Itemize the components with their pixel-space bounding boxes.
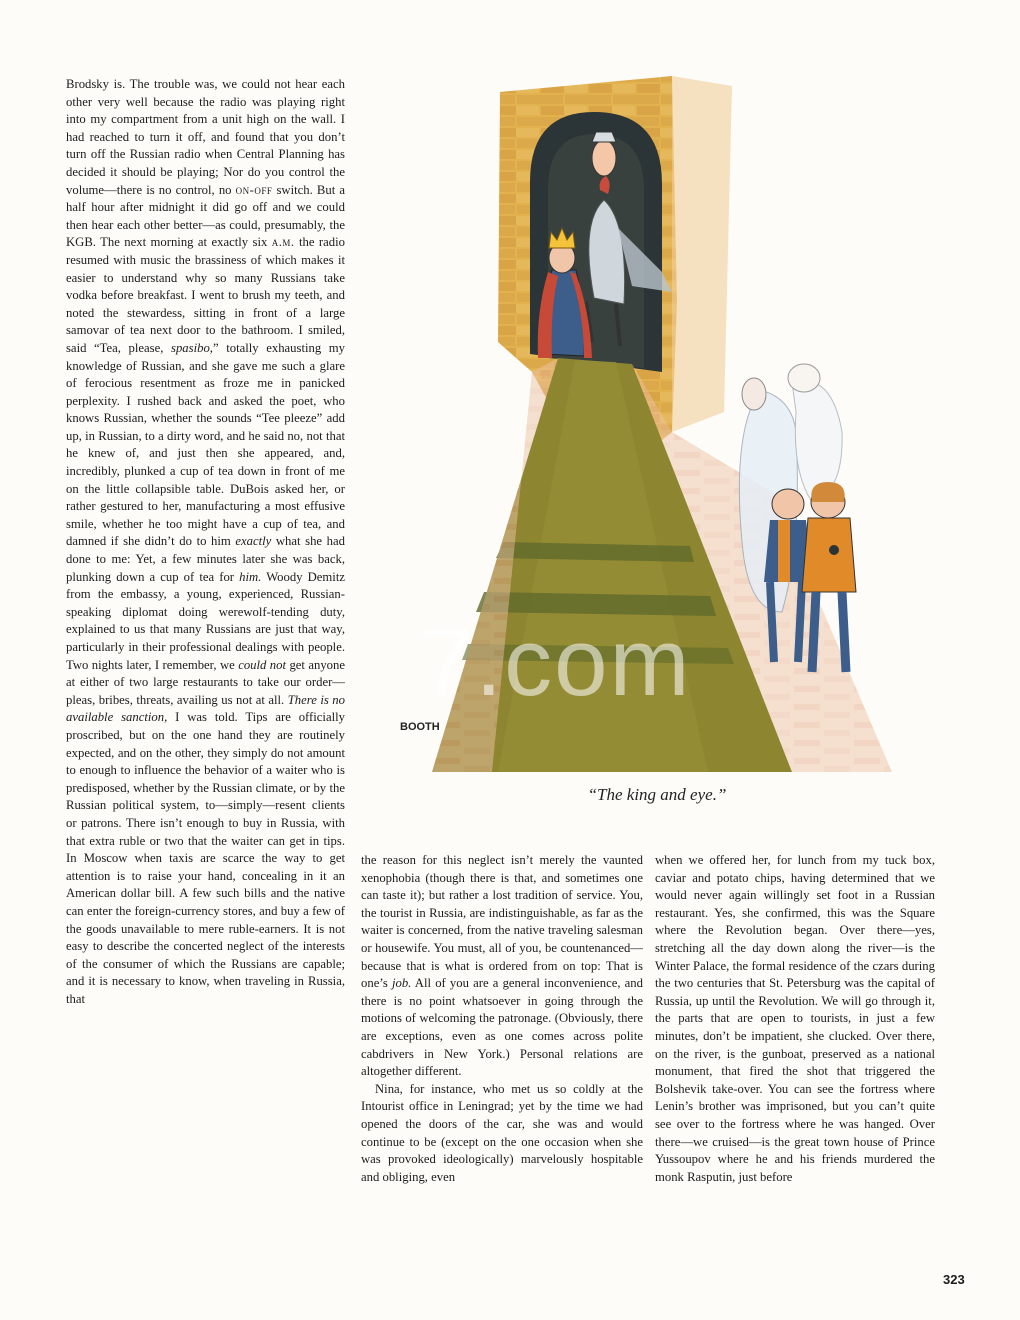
text-run: on-off bbox=[235, 182, 273, 197]
text-run: the reason for this neglect isn’t merely the vaunted xenophobia (though there is that, and sometimes one can taste it); but rather a lost tradition of service. You, the tourist in Russia, are indistinguishable, as far as the waiter is concerned, from the native traveling salesman or housewife. You must, all of you, be countenanced—because that is what is ordered from on top: That is one’s bbox=[361, 853, 643, 991]
watermark: 7.com bbox=[420, 609, 692, 716]
text-run: switch. But a half hour after midnight it did go off and we could then hear each other better—as could, presumably, the KGB. The next morning at exactly six bbox=[66, 182, 345, 250]
text-run: what she had done to me: Yet, a few minutes later she was back, plunking down a cup of tea for bbox=[66, 534, 345, 584]
text-run: All of you are a general inconvenience, and there is no point whatsoever in going through the motions of welcoming the patronage. (Obviously, there are exceptions, even as one comes across polite cabdrivers in New York.) Personal relations are altogether different. bbox=[361, 976, 643, 1079]
text-run: Woody Demitz from the embassy, a young, experienced, Russian-speaking diplomat doing werewolf-tending duty, explained to us that many Russians are just that way, particularly in their professional dealings with people. Two nights later, I remember, we bbox=[66, 569, 345, 672]
page-number: 323 bbox=[943, 1272, 965, 1287]
cartoon-illustration bbox=[372, 72, 942, 772]
col2-paragraph-1 bbox=[361, 852, 643, 1081]
text-run: get anyone at either of two large restaurants to take our order—pleas, bribes, threats, availing us not at all. bbox=[66, 657, 345, 707]
text-run: ” totally exhausting my knowledge of Russian, and she gave me such a glare of ferocious resentment as froze me in panicked perplexity. I rushed back and asked the poet, who knows Russian, whether the sounds “Tee pleeze” add up, in Russian, to a dirty word, and he said no, not that he knew of, and just then she appeared, and, incredibly, plunked a cup of tea down in front of me on the little collapsible table. DuBois asked her, or rather gestured to her, manufacturing a most effusive smile, whether he too might have a cup of tea, and damned if she didn’t do to him bbox=[66, 340, 345, 549]
text-run: There is no available sanction, bbox=[66, 692, 345, 725]
col2-paragraph-2 bbox=[361, 1081, 643, 1187]
text-run: Brodsky is. The trouble was, we could not hear each other very well because the radio was playing right into my compartment from a unit high on the wall. I had reached to turn it off, and found that you don’t turn off the Russian radio when Central Planning has decided it should be playing; Nor do you control the volume—there is no control, no bbox=[66, 77, 345, 197]
text-run: I was told. Tips are officially proscribed, but on the one hand they are routinely expected, and on the other, they simply do not amount to enough to influence the behavior of a waiter who is predisposed, whether by the Russian climate, or by the Russian political system, to—simply—resent clients or patrons. There isn’t enough to buy in Russia, with that extra ruble or two that the waiter can get in tips. In Moscow when taxis are scarce the way to get attention is to raise your hand, concealing in it an American dollar bill. A few such bills and the native can enter the foreign-currency stores, and buy a few of the goods unavailable to mere ruble-earners. It is not easy to describe the concerted neglect of the interests of the consumer of which the Russians are capable; and it is necessary to know, when traveling in Russia, that bbox=[66, 710, 345, 1006]
artist-signature: BOOTH bbox=[400, 721, 440, 733]
text-run: when we offered her, for lunch from my tuck box, caviar and potato chips, having determined that we would never again willingly set foot in a Russian restaurant. Yes, she confirmed, this was the Square where the Revolution began. Over there—yes, stretching all the day down along the river—is the Winter Palace, the formal residence of the czars during the two centuries that St. Petersburg was the capital of Russia, up until the Revolution. We will go through it, the parts that are open to tourists, in just a few minutes, don’t be impatient, she clucked. Over there, on the river, is the gunboat, preserved as a national monument, that fired the shot that triggered the Bolshevik take-over. You can see the fortress where Lenin’s brother was imprisoned, but you can’t quite see over to the fortress where he was hanged. Over there—we cruised—is the great town house of Prince Yussoupov where he and his friends murdered the monk Rasputin, just before bbox=[655, 853, 935, 1184]
text-run: exactly bbox=[235, 534, 272, 549]
col3-paragraph-1 bbox=[655, 852, 935, 1186]
column-2 bbox=[361, 852, 643, 1290]
text-run: him. bbox=[239, 569, 262, 584]
text-run: could not bbox=[238, 657, 287, 672]
text-run: job. bbox=[391, 976, 412, 991]
column-1 bbox=[66, 76, 345, 1290]
text-run: the radio resumed with music the brassiness of which makes it easier to understand why so many Russians take vodka before breakfast. I went to brush my teeth, and noted the stewardess, sitting in front of a large samovar of tea next door to the bathroom. I smiled, said “Tea, please, bbox=[66, 235, 345, 355]
col1-paragraph-1 bbox=[66, 76, 345, 1008]
text-run: spasibo, bbox=[171, 340, 213, 355]
text-run: a.m. bbox=[271, 235, 295, 250]
text-run: Nina, for instance, who met us so coldly at the Intourist office in Leningrad; yet by the time we had opened the doors of the car, she was and would continue to be (except on the one occasion when she was provoked ideologically) marvelously hospitable and obliging, even bbox=[361, 1081, 643, 1184]
column-3 bbox=[655, 852, 935, 1290]
side-wall bbox=[672, 76, 732, 432]
illustration-caption: “The king and eye.” bbox=[587, 785, 727, 804]
carpet-stripe-2 bbox=[476, 592, 716, 616]
